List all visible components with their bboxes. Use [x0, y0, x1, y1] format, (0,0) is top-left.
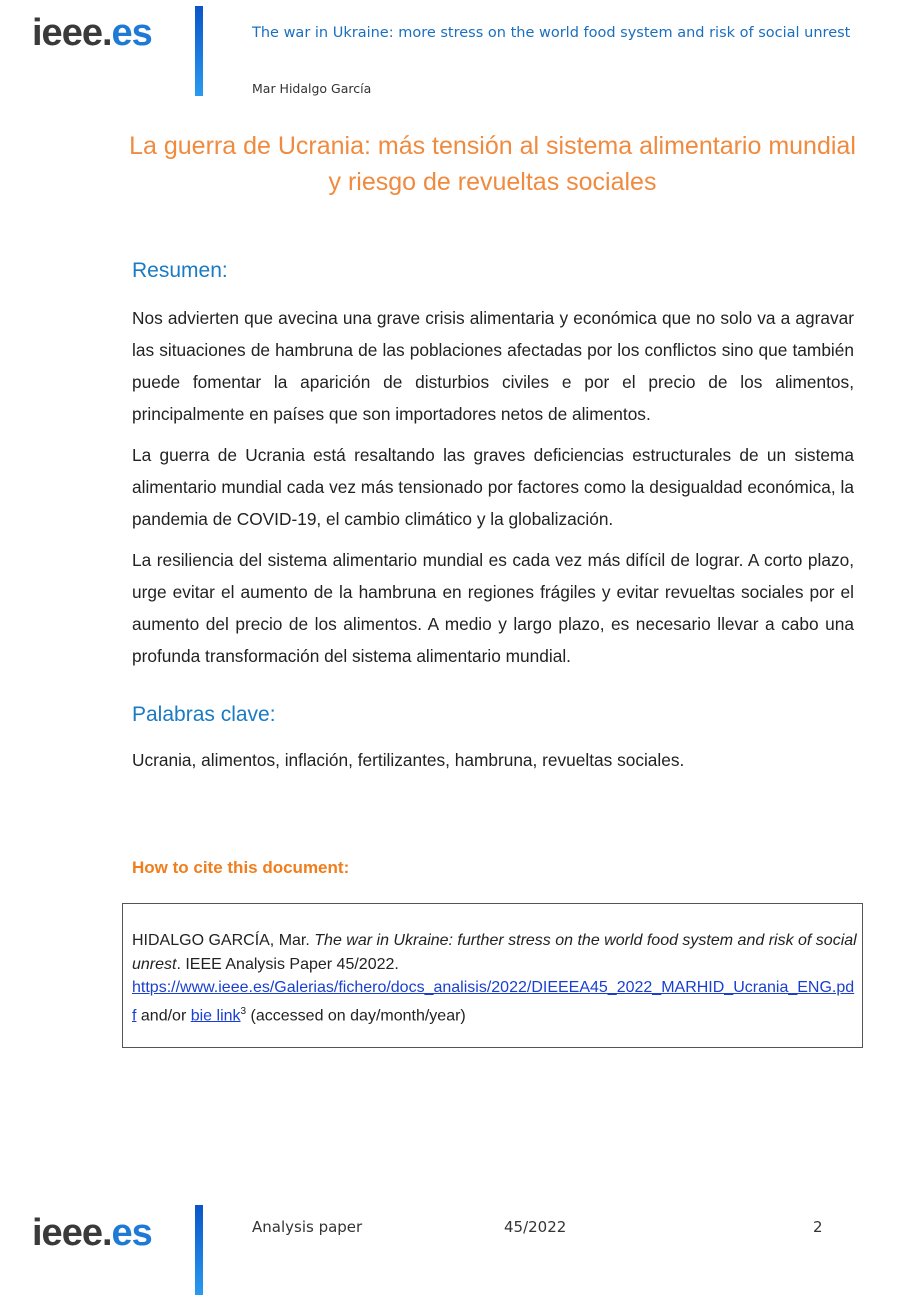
page-title: [120, 128, 865, 200]
ieee-logo-header: ieee.es: [32, 12, 152, 54]
keywords-text: Ucrania, alimentos, inflación, fertilizantes, hambruna, revueltas sociales.: [132, 750, 685, 770]
abstract-paragraph-1: Nos advierten que avecina una grave crisis alimentaria y económica que no solo va a agravar las situaciones de hambruna de las poblaciones afectadas por los conflictos sino que también puede fomentar la aparición de disturbios civiles e por el precio de los alimentos, principalmente en países que son importadores netos de alimentos.: [132, 308, 854, 424]
keywords-heading: Palabras clave:: [132, 703, 276, 726]
abstract-paragraph-3: La resiliencia del sistema alimentario mundial es cada vez más difícil de lograr. A corto plazo, urge evitar el aumento de la hambruna en regiones frágiles y evitar revueltas sociales por el aumento del precio de los alimentos. A medio y largo plazo, es necesario llevar a cabo una profunda transformación del sistema alimentario mundial.: [132, 550, 854, 666]
abstract-heading: Resumen:: [132, 259, 228, 282]
header-document-title: The war in Ukraine: more stress on the world food system and risk of social unrest: [252, 25, 851, 41]
citation-text: HIDALGO GARCÍA, Mar. The war in Ukraine: further stress on the world food system and risk of social unrest. IEEE Analysis Paper 45/2022. https://www.ieee.es/Galerias/fichero/docs_analisis/2022/DIEEEA45_2022_MARHID_Ucrania_ENG.pdf and/or bie link$^3$ (accessed on day/month/year): [132, 932, 857, 1024]
footnote-marker[interactable]: 3: [240, 1005, 247, 1017]
bie-link[interactable]: bie link: [190, 1006, 241, 1024]
citation-url-link[interactable]: https://www.ieee.es/Galerias/fichero/docs_analisis/2022/DIEEEA45_2022_MARHID_Ucrania_ENG.pdf: [132, 979, 855, 1024]
header-author: Mar Hidalgo García: [252, 81, 372, 96]
citation-title: The war in Ukraine: further stress on the world food system and risk of social unrest: [132, 932, 857, 973]
title-line-2: y riesgo de revueltas sociales: [328, 168, 657, 196]
cite-heading: How to cite this document:: [132, 858, 350, 877]
header-accent-bar: [195, 6, 203, 96]
abstract-paragraph-2: La guerra de Ucrania está resaltando las graves deficiencias estructurales de un sistema alimentario mundial cada vez más tensionado por factores como la desigualdad económica, la pandemia de COVID-19, el cambio climático y la globalización.: [132, 445, 854, 529]
page-number: 2: [813, 1218, 823, 1236]
title-line-1: La guerra de Ucrania: más tensión al sistema alimentario mundial: [129, 132, 856, 160]
footer-doc-number: 45/2022: [504, 1218, 567, 1236]
footer-doc-type: Analysis paper: [252, 1218, 363, 1236]
ieee-logo-footer: ieee.es: [32, 1212, 152, 1254]
footer-accent-bar: [195, 1205, 203, 1295]
